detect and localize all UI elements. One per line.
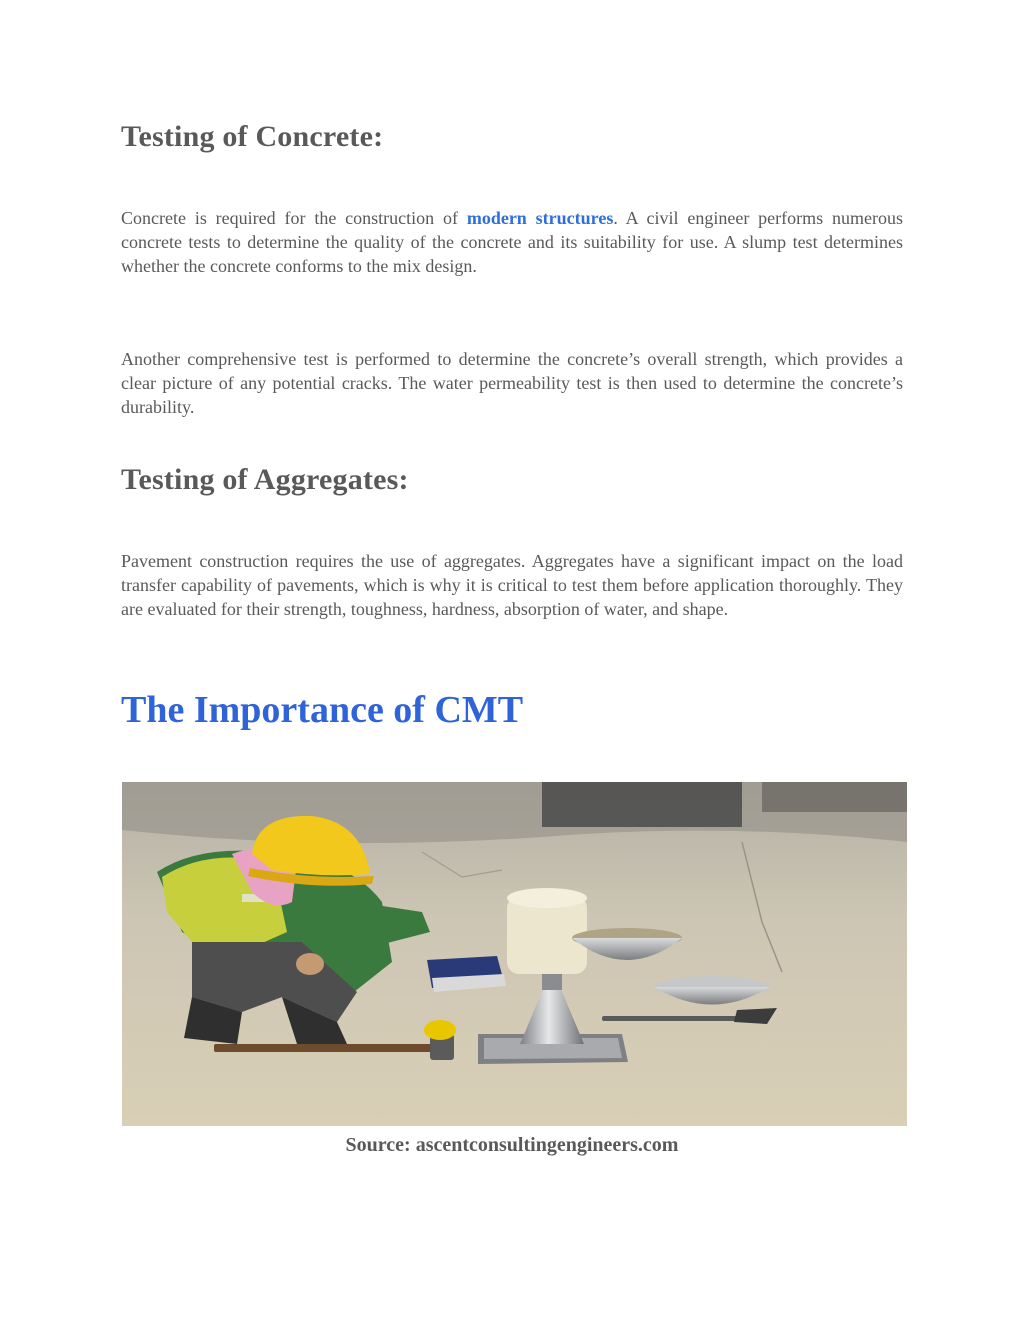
paragraph-concrete-intro	[121, 206, 903, 278]
paragraph-text: Concrete is required for the construction of	[121, 208, 467, 228]
paragraph-aggregates: Pavement construction requires the use of aggregates. Aggregates have a significant impact on the load transfer capability of pavements, which is why it is critical to test them before application thoroughly. They are evaluated for their strength, toughness, hardness, absorption of water, and shape.	[121, 551, 903, 619]
heading-testing-of-aggregates: Testing of Aggregates:	[121, 463, 409, 496]
modern-structures-link[interactable]: modern structures	[466, 208, 614, 228]
photo-illustration	[122, 782, 907, 1126]
heading-importance-of-cmt: The Importance of CMT	[121, 689, 524, 731]
concrete-testing-photo	[122, 782, 907, 1126]
paragraph-concrete-strength: Another comprehensive test is performed to determine the concrete’s overall strength, which provides a clear picture of any potential cracks. The water permeability test is then used to determine the concrete’s durability.	[121, 349, 903, 417]
figure-caption: Source: ascentconsultingengineers.com	[345, 1134, 679, 1156]
heading-testing-of-concrete: Testing of Concrete:	[121, 120, 384, 153]
paragraph-text: . A civil engineer performs numerous concrete tests to determine the quality of the concrete and its suitability for use. A slump test determines whether the concrete conforms to the mix design.	[121, 208, 903, 276]
